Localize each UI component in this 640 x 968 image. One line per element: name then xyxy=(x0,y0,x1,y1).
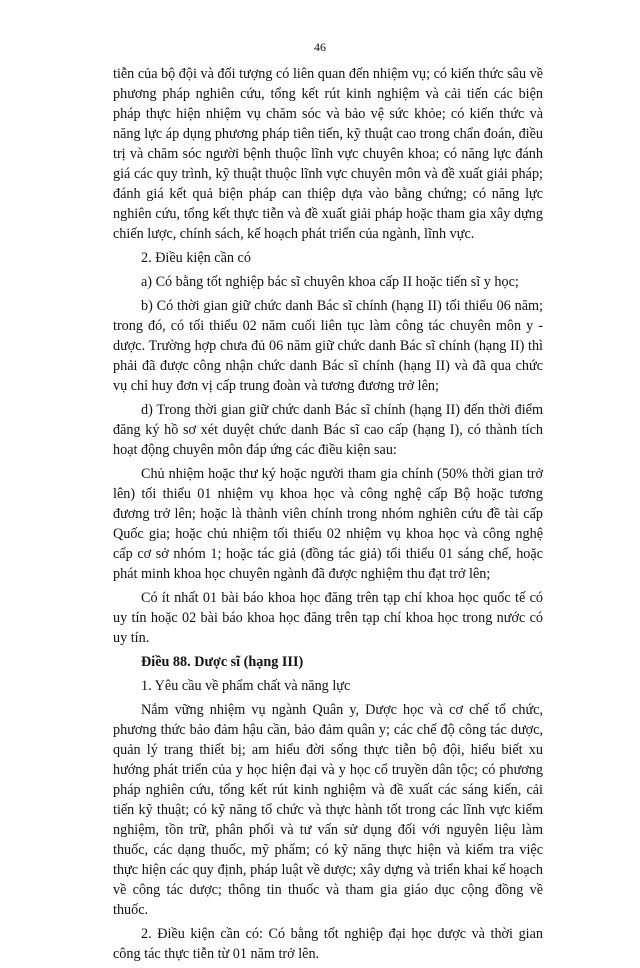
paragraph-research-requirement: Chủ nhiệm hoặc thư ký hoặc người tham gia chính (50% thời gian trở lên) tối thiểu 01 nhiệm vụ khoa học và công nghệ cấp Bộ hoặc tương đương trở lên; hoặc là thành viên chính trong nhóm nghiên cứu đề tài cấp Quốc gia; hoặc chủ nhiệm tối thiểu 02 nhiệm vụ khoa học và công nghệ cấp cơ sở nhóm 1; hoặc tác giả (đồng tác giả) tối thiểu 01 sáng chế, hoặc phát minh khoa học chuyên ngành đã được nghiệm thu đạt trở lên; xyxy=(113,466,543,582)
paragraph-conditions: 2. Điều kiện cần có: Có bằng tốt nghiệp đại học dược và thời gian công tác thực tiễn từ 01 năm trở lên. xyxy=(113,926,543,962)
article-heading: Điều 88. Dược sĩ (hạng III) xyxy=(141,654,304,670)
paragraph-qualities: Nắm vững nhiệm vụ ngành Quân y, Dược học và cơ chế tổ chức, phương thức bảo đảm hậu cần, bảo đảm quân y; các chế độ công tác dược, quản lý trang thiết bị; am hiểu đời sống thực tiễn bộ đội, hiểu biết xu hướng phát triển của y học hiện đại và y học cổ truyền dân tộc; có phương pháp nghiên cứu, tổng kết rút kinh nghiệm và đề xuất các sáng kiến, cải tiến kỹ thuật; có kỹ năng tổ chức và thực hành tốt trong các lĩnh vực kiểm nghiệm, tồn trữ, phân phối và tư vấn sử dụng đối với nguyên liệu làm thuốc, các dạng thuốc, mỹ phẩm; có kỹ năng thực hiện và kiểm tra việc thực hiện các quy định, pháp luật về dược; xây dựng và triển khai kế hoạch về công tác dược; thông tin thuốc và tham gia giáo dục cộng đồng về thuốc. xyxy=(113,702,543,918)
page-number: 46 xyxy=(314,40,326,54)
section-heading-conditions: 2. Điều kiện cần có xyxy=(141,250,251,266)
section-heading-qualities: 1. Yêu cầu về phẩm chất và năng lực xyxy=(141,678,351,694)
paragraph-publication-requirement: Có ít nhất 01 bài báo khoa học đăng trên tạp chí khoa học quốc tế có uy tín hoặc 02 bài báo khoa học đăng trên tạp chí khoa học trong nước có uy tín. xyxy=(113,590,543,646)
list-item-d: d) Trong thời gian giữ chức danh Bác sĩ chính (hạng II) đến thời điểm đăng ký hồ sơ xét duyệt chức danh Bác sĩ cao cấp (hạng I), có thành tích hoạt động chuyên môn đáp ứng các điều kiện sau: xyxy=(113,402,543,458)
list-item-b: b) Có thời gian giữ chức danh Bác sĩ chính (hạng II) tối thiểu 06 năm; trong đó, có tối thiểu 02 năm cuối liên tục làm công tác chuyên môn y - dược. Trường hợp chưa đủ 06 năm giữ chức danh Bác sĩ chính (hạng II) thì phải đã được công nhận chức danh Bác sĩ chính (hạng II) và đã qua chức vụ chỉ huy đơn vị cấp trung đoàn và tương đương trở lên; xyxy=(113,298,543,394)
paragraph-continuation: tiễn của bộ đội và đối tượng có liên quan đến nhiệm vụ; có kiến thức sâu về phương pháp nghiên cứu, tổng kết rút kinh nghiệm và cải tiến các biện pháp thực hiện nhiệm vụ chăm sóc và bảo vệ sức khỏe; có kiến thức và năng lực áp dụng phương pháp tiên tiến, kỹ thuật cao trong chẩn đoán, điều trị và chăm sóc người bệnh thuộc lĩnh vực chuyên khoa; có năng lực đánh giá các quy trình, kỹ thuật thuộc lĩnh vực chuyên môn và đề xuất giải pháp; đánh giá kết quả biện pháp can thiệp dựa vào bằng chứng; có năng lực nghiên cứu, tổng kết thực tiễn và đề xuất giải pháp hoặc tham gia xây dựng chiến lược, chính sách, kế hoạch phát triển của ngành, lĩnh vực. xyxy=(113,66,543,242)
list-item-a: a) Có bằng tốt nghiệp bác sĩ chuyên khoa cấp II hoặc tiến sĩ y học; xyxy=(141,274,519,290)
document-body xyxy=(113,64,543,968)
